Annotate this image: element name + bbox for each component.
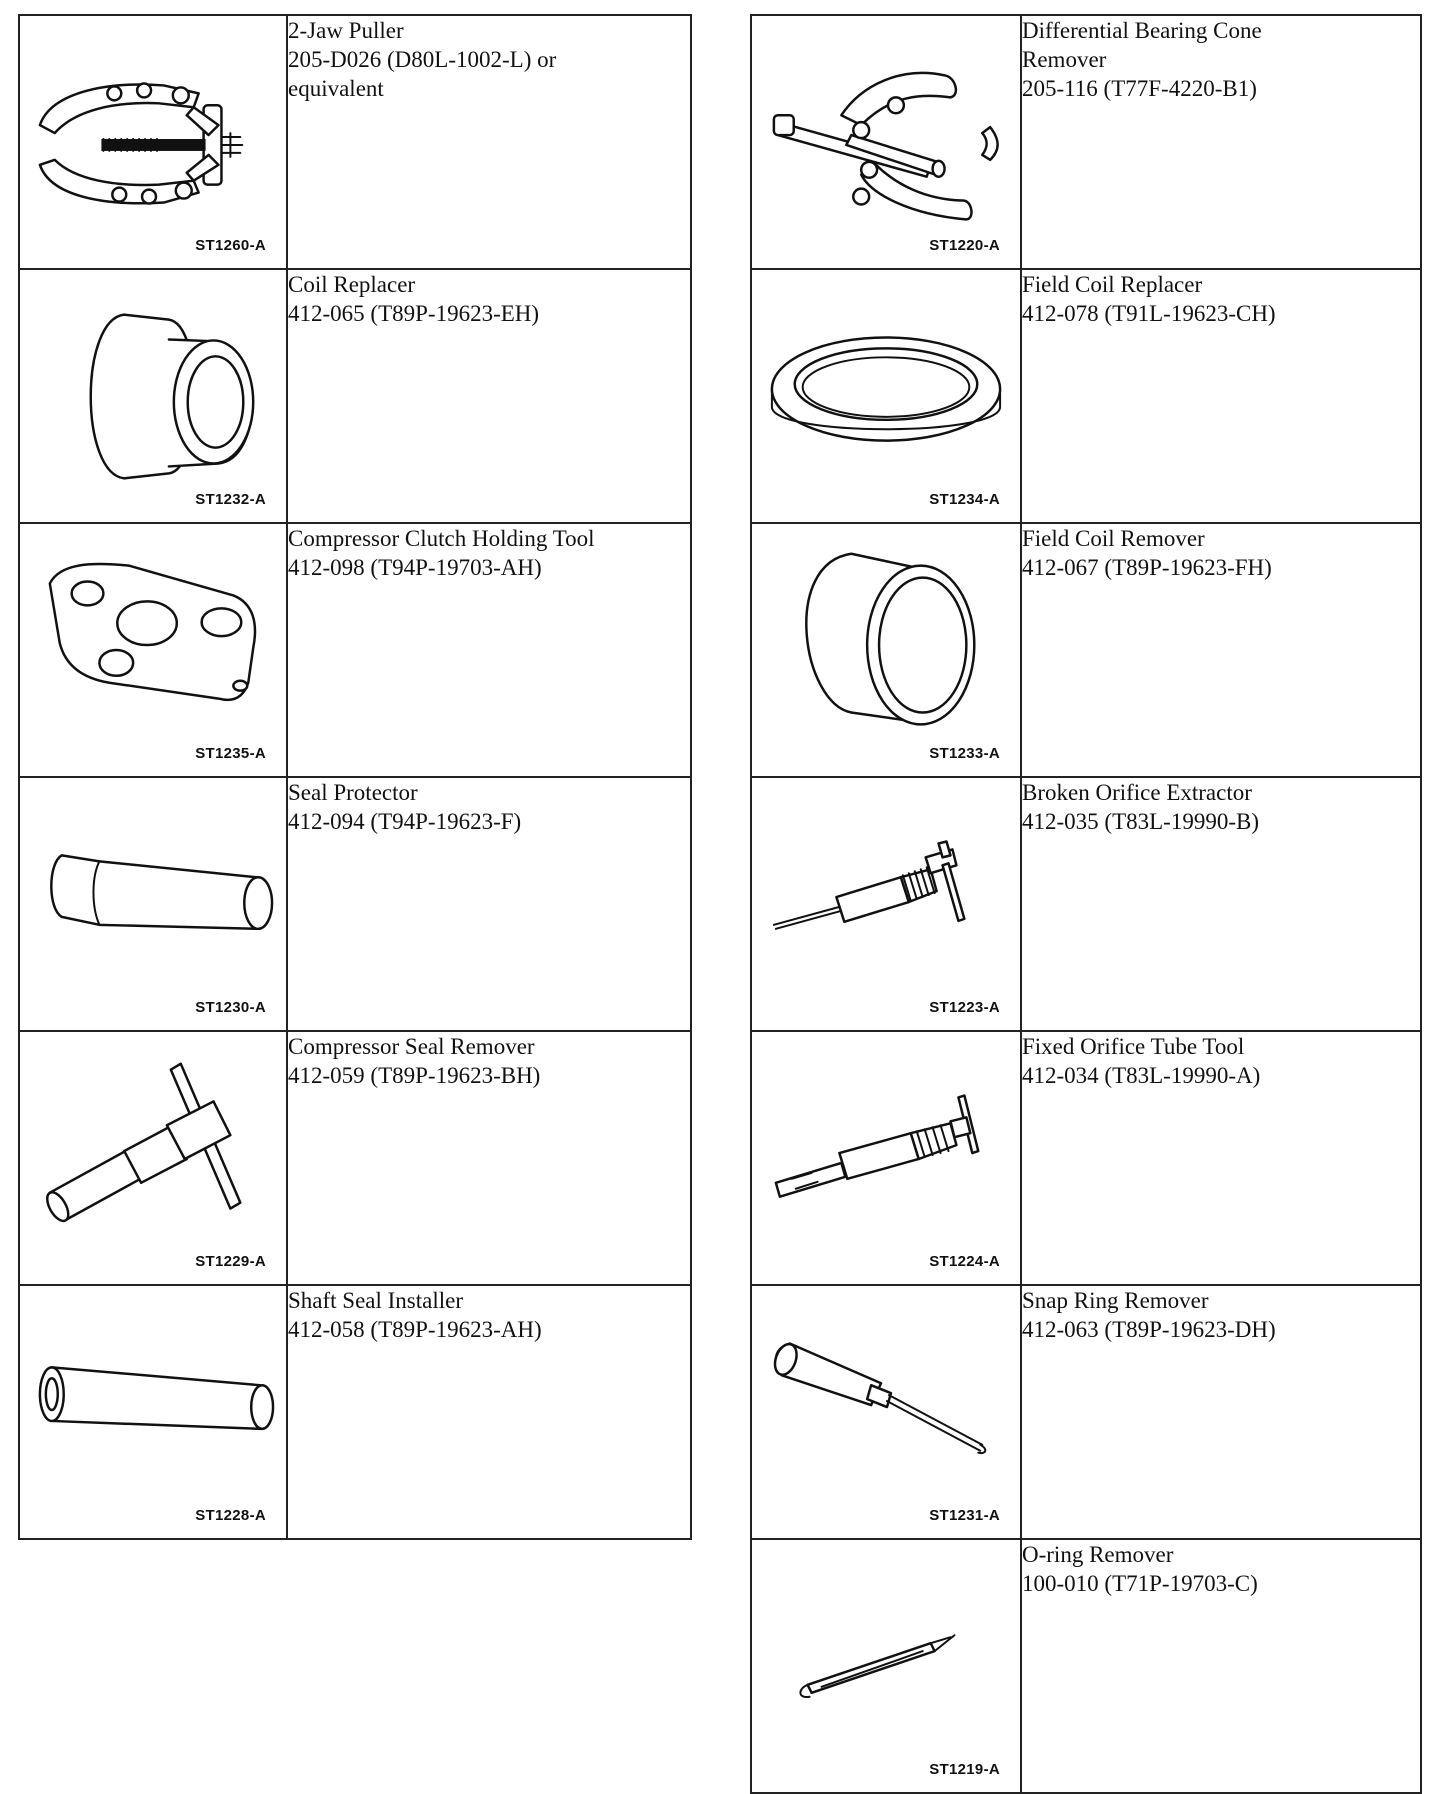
- table-row: [19, 777, 691, 1031]
- snap-ring-remover-icon: [752, 1286, 1020, 1538]
- figure-code: ST1232-A: [195, 491, 266, 508]
- two-jaw-puller-icon: [20, 16, 286, 268]
- table-row: [751, 269, 1421, 523]
- left-tool-table: [18, 14, 692, 1540]
- tool-number: 205-D026 (D80L-1002-L) or: [288, 47, 557, 72]
- tool-name: Field Coil Remover: [1022, 526, 1205, 551]
- orifice-tube-tool-icon: [752, 1032, 1020, 1284]
- tool-number: 412-094 (T94P-19623-F): [288, 809, 522, 834]
- field-coil-remover-cylinder-icon: [752, 524, 1020, 776]
- figure-code: ST1230-A: [195, 999, 266, 1016]
- tool-name: Fixed Orifice Tube Tool: [1022, 1034, 1245, 1059]
- figure-code: ST1233-A: [929, 745, 1000, 762]
- figure-code: ST1234-A: [929, 491, 1000, 508]
- clutch-holding-plate-icon: [20, 524, 286, 776]
- tool-number: 100-010 (T71P-19703-C): [1022, 1571, 1258, 1596]
- tool-name: Seal Protector: [288, 780, 418, 805]
- tool-name: Differential Bearing Cone: [1022, 18, 1262, 43]
- tool-name: Field Coil Replacer: [1022, 272, 1203, 297]
- table-row: [751, 523, 1421, 777]
- tool-name-continued: Remover: [1022, 47, 1107, 72]
- table-row: [19, 269, 691, 523]
- table-row: [19, 15, 691, 269]
- tool-number: 412-065 (T89P-19623-EH): [288, 301, 540, 326]
- table-row: [751, 777, 1421, 1031]
- tool-number: 412-059 (T89P-19623-BH): [288, 1063, 541, 1088]
- seal-protector-icon: [20, 778, 286, 1030]
- figure-code: ST1235-A: [195, 745, 266, 762]
- table-row: [751, 1285, 1421, 1539]
- tool-number: 412-035 (T83L-19990-B): [1022, 809, 1259, 834]
- tool-name: Compressor Seal Remover: [288, 1034, 535, 1059]
- tool-number: 412-078 (T91L-19623-CH): [1022, 301, 1276, 326]
- table-row: [19, 1285, 691, 1539]
- seal-remover-icon: [20, 1032, 286, 1284]
- tool-name: O-ring Remover: [1022, 1542, 1174, 1567]
- tool-number: 412-058 (T89P-19623-AH): [288, 1317, 542, 1342]
- tool-name: Shaft Seal Installer: [288, 1288, 464, 1313]
- figure-code: ST1231-A: [929, 1507, 1000, 1524]
- tool-number: 412-098 (T94P-19703-AH): [288, 555, 542, 580]
- field-coil-replacer-ring-icon: [752, 270, 1020, 522]
- figure-code: ST1228-A: [195, 1507, 266, 1524]
- figure-code: ST1229-A: [195, 1253, 266, 1270]
- figure-code: ST1220-A: [929, 237, 1000, 254]
- tool-name: Compressor Clutch Holding Tool: [288, 526, 595, 551]
- tool-number: 205-116 (T77F-4220-B1): [1022, 76, 1257, 101]
- figure-code: ST1260-A: [195, 237, 266, 254]
- orifice-extractor-icon: [752, 778, 1020, 1030]
- tool-number: 412-034 (T83L-19990-A): [1022, 1063, 1261, 1088]
- table-row: [19, 1031, 691, 1285]
- bearing-cone-remover-icon: [752, 16, 1020, 268]
- shaft-seal-installer-icon: [20, 1286, 286, 1538]
- tool-name: Coil Replacer: [288, 272, 416, 297]
- figure-code: ST1219-A: [929, 1761, 1000, 1778]
- tool-number: 412-067 (T89P-19623-FH): [1022, 555, 1272, 580]
- tool-number-continued: equivalent: [288, 76, 384, 101]
- coil-replacer-icon: [20, 270, 286, 522]
- tool-number: 412-063 (T89P-19623-DH): [1022, 1317, 1276, 1342]
- tool-name: Broken Orifice Extractor: [1022, 780, 1252, 805]
- table-row: [751, 1031, 1421, 1285]
- tool-name: Snap Ring Remover: [1022, 1288, 1209, 1313]
- right-tool-table: [750, 14, 1422, 1794]
- table-row: [751, 15, 1421, 269]
- tool-name: 2-Jaw Puller: [288, 18, 404, 43]
- figure-code: ST1223-A: [929, 999, 1000, 1016]
- o-ring-remover-icon: [752, 1540, 1020, 1792]
- figure-code: ST1224-A: [929, 1253, 1000, 1270]
- table-row: [751, 1539, 1421, 1793]
- table-row: [19, 523, 691, 777]
